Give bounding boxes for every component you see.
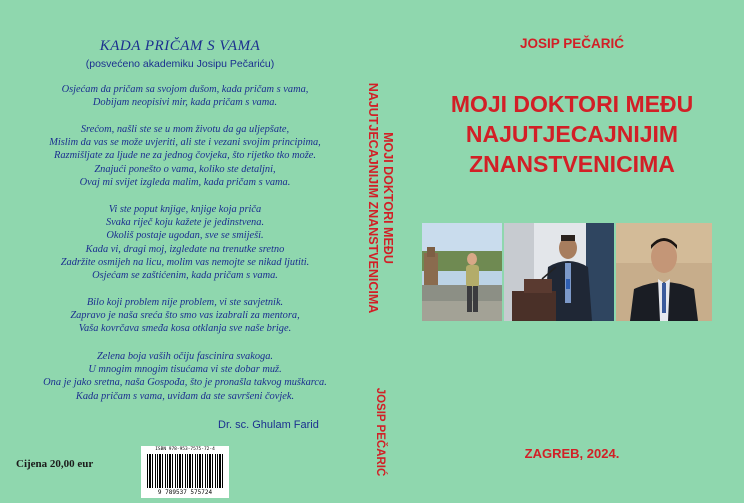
poem-line: Ona je jako sretna, naša Gospođa, što je pronašla takvog muškarca. — [43, 377, 327, 389]
poem-stanza-2 — [0, 123, 370, 189]
poem-title: KADA PRIČAM S VAMA — [99, 38, 261, 54]
publisher-city-year: ZAGREB, 2024. — [524, 446, 620, 461]
poem-line: Svaka riječ koju kažete je jedinstvena. — [105, 217, 265, 229]
barcode-number: 9 789537 575724 — [157, 489, 213, 496]
spine-author: JOSIP PEČARIĆ — [374, 387, 386, 477]
photo-podium-speaker — [504, 223, 614, 321]
poem-line: Vaša kovrčava smeđa kosa otklanja sve naše brige. — [78, 323, 292, 335]
poem-line: Osjećam da pričam sa svojom dušom, kada pričam s vama, — [61, 84, 309, 95]
back-cover — [0, 0, 360, 503]
price-label: Cijena 20,00 eur — [16, 458, 94, 470]
poem-stanza-3 — [0, 203, 370, 282]
photo-strip — [422, 223, 712, 321]
front-title — [400, 89, 744, 179]
poem-line: Okoliš postaje ugodan, sve se smiješi. — [106, 230, 264, 242]
book-spine — [360, 0, 400, 503]
poem-line: Kada vi, dragi moj, izgledate na trenutke sretno — [85, 243, 285, 255]
poem-line: Zadržite osmijeh na licu, molim vas nemojte se nikad ljutiti. — [60, 256, 310, 268]
spine-title-line: NAJUTJECAJNIJIM ZNANSTVENICIMA — [366, 82, 380, 314]
poem-line: Srećom, našli ste se u mom životu da ga uljepšate, — [80, 124, 290, 135]
poem-line: Zelena boja vaših očiju fascinira svakoga. — [96, 351, 274, 362]
poem-line: Osjećam se zaštićenim, kada pričam s vama. — [92, 270, 278, 282]
poem-line: Razmišljate za ljude ne za jednog čovjeka, što rijetko tko može. — [53, 150, 317, 162]
spine-title-line: MOJI DOKTORI MEĐU — [381, 132, 395, 264]
poem-line: Bilo koji problem nije problem, vi ste savjetnik. — [86, 297, 284, 308]
poem-line: Znajući ponešto o vama, koliko ste detaljni, — [94, 163, 276, 175]
front-title-line: ZNANSTVENICIMA — [469, 151, 675, 177]
barcode-bars — [147, 454, 223, 488]
poem-stanza-4 — [0, 296, 370, 336]
photo-formal-portrait — [616, 223, 712, 321]
poem-line: Vi ste poput knjige, knjige koja priča — [108, 204, 262, 215]
front-author: JOSIP PEČARIĆ — [519, 36, 625, 51]
poem-stanza-1 — [0, 83, 370, 109]
spine-title — [365, 58, 395, 338]
photo-outdoor-portrait — [422, 223, 502, 321]
poem-line: Mislim da vas se može uvjeriti, ali ste i vezani svojim principima, — [49, 137, 321, 149]
poem-line: Ovaj mi svijet izgleda malim, kada pričam s vama. — [79, 176, 291, 188]
poem-dedication: (posvećeno akademiku Josipu Pečariću) — [85, 58, 275, 70]
front-title-line: MOJI DOKTORI MEĐU — [450, 91, 694, 117]
isbn-barcode — [141, 446, 229, 498]
poem-line: Zapravo je naša sreća što smo vas izabrali za mentora, — [70, 310, 300, 322]
poem-author: Dr. sc. Ghulam Farid — [218, 419, 319, 431]
poem-line: Kada pričam s vama, uviđam da ste savršeni čovjek. — [75, 390, 295, 402]
isbn-label: ISBN 978-953-7575-72-4 — [155, 447, 215, 452]
front-title-line: NAJUTJECAJNIJIM — [465, 121, 679, 147]
poem-line: Dobijam neopisivi mir, kada pričam s vama. — [92, 97, 278, 109]
poem-line: U mnogim mnogim tisućama vi ste dobar muž. — [88, 364, 282, 376]
poem-stanza-5 — [0, 350, 370, 403]
front-cover — [400, 0, 744, 503]
